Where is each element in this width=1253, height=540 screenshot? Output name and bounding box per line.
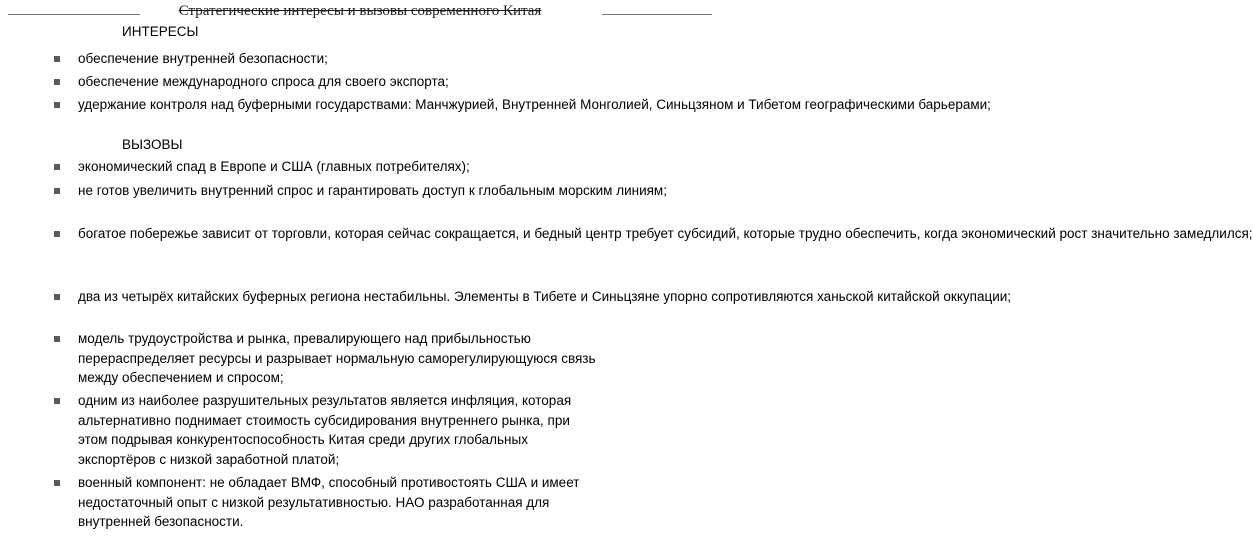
challenges-heading: ВЫЗОВЫ [122, 137, 183, 152]
list-item-text: богатое побережье зависит от торговли, которая сейчас сокращается, и бедный центр требует субсидий, которые трудно обеспечить, когда экономический рост значительно замедлился; [78, 226, 1253, 241]
list-item-text: два из четырёх китайских буферных региона нестабильны. Элементы в Тибете и Синьцзяне упорно сопротивляются ханьской китайской оккупации; [78, 289, 1012, 304]
list-item-text: военный компонент: не обладает ВМФ, способный противостоять США и имеет недостаточный опыт с низкой результативностью. НАО разработанная для внутренней безопасности. [78, 475, 580, 529]
list-item-text: обеспечение международного спроса для своего экспорта; [78, 74, 449, 89]
bullet-icon [54, 231, 60, 237]
bullet-icon [54, 164, 60, 170]
list-item-text: удержание контроля над буферными государствами: Манчжурией, Внутренней Монголией, Синьцзяном и Тибетом географическими барьерами; [78, 97, 991, 112]
bullet-icon [54, 398, 60, 404]
interests-heading: ИНТЕРЕСЫ [122, 24, 199, 39]
bullet-icon [54, 294, 60, 300]
bullet-icon [54, 79, 60, 85]
bullet-icon [54, 102, 60, 108]
list-item-text: обеспечение внутренней безопасности; [78, 51, 328, 66]
list-item-text: не готов увеличить внутренний спрос и гарантировать доступ к глобальным морским линиям; [78, 183, 667, 198]
list-item-text: одним из наиболее разрушительных результатов является инфляция, которая альтернативно поднимает стоимость субсидирования внутреннего рынка, при этом подрывая конкурентоспособность Китая среди других глобальных экспортёров с низкой заработной платой; [78, 393, 572, 467]
bullet-icon [54, 188, 60, 194]
list-item-text: модель трудоустройства и рынка, превалирующего над прибыльностью перераспределяет ресурсы и разрывает нормальную саморегулирующуюся связь между обеспечением и спросом; [78, 331, 596, 385]
bullet-icon [54, 336, 60, 342]
bullet-icon [54, 56, 60, 62]
bullet-icon [54, 480, 60, 486]
page-title: Стратегические интересы и вызовы современного Китая [178, 3, 542, 19]
list-item-text: экономический спад в Европе и США (главных потребителях); [78, 159, 470, 174]
